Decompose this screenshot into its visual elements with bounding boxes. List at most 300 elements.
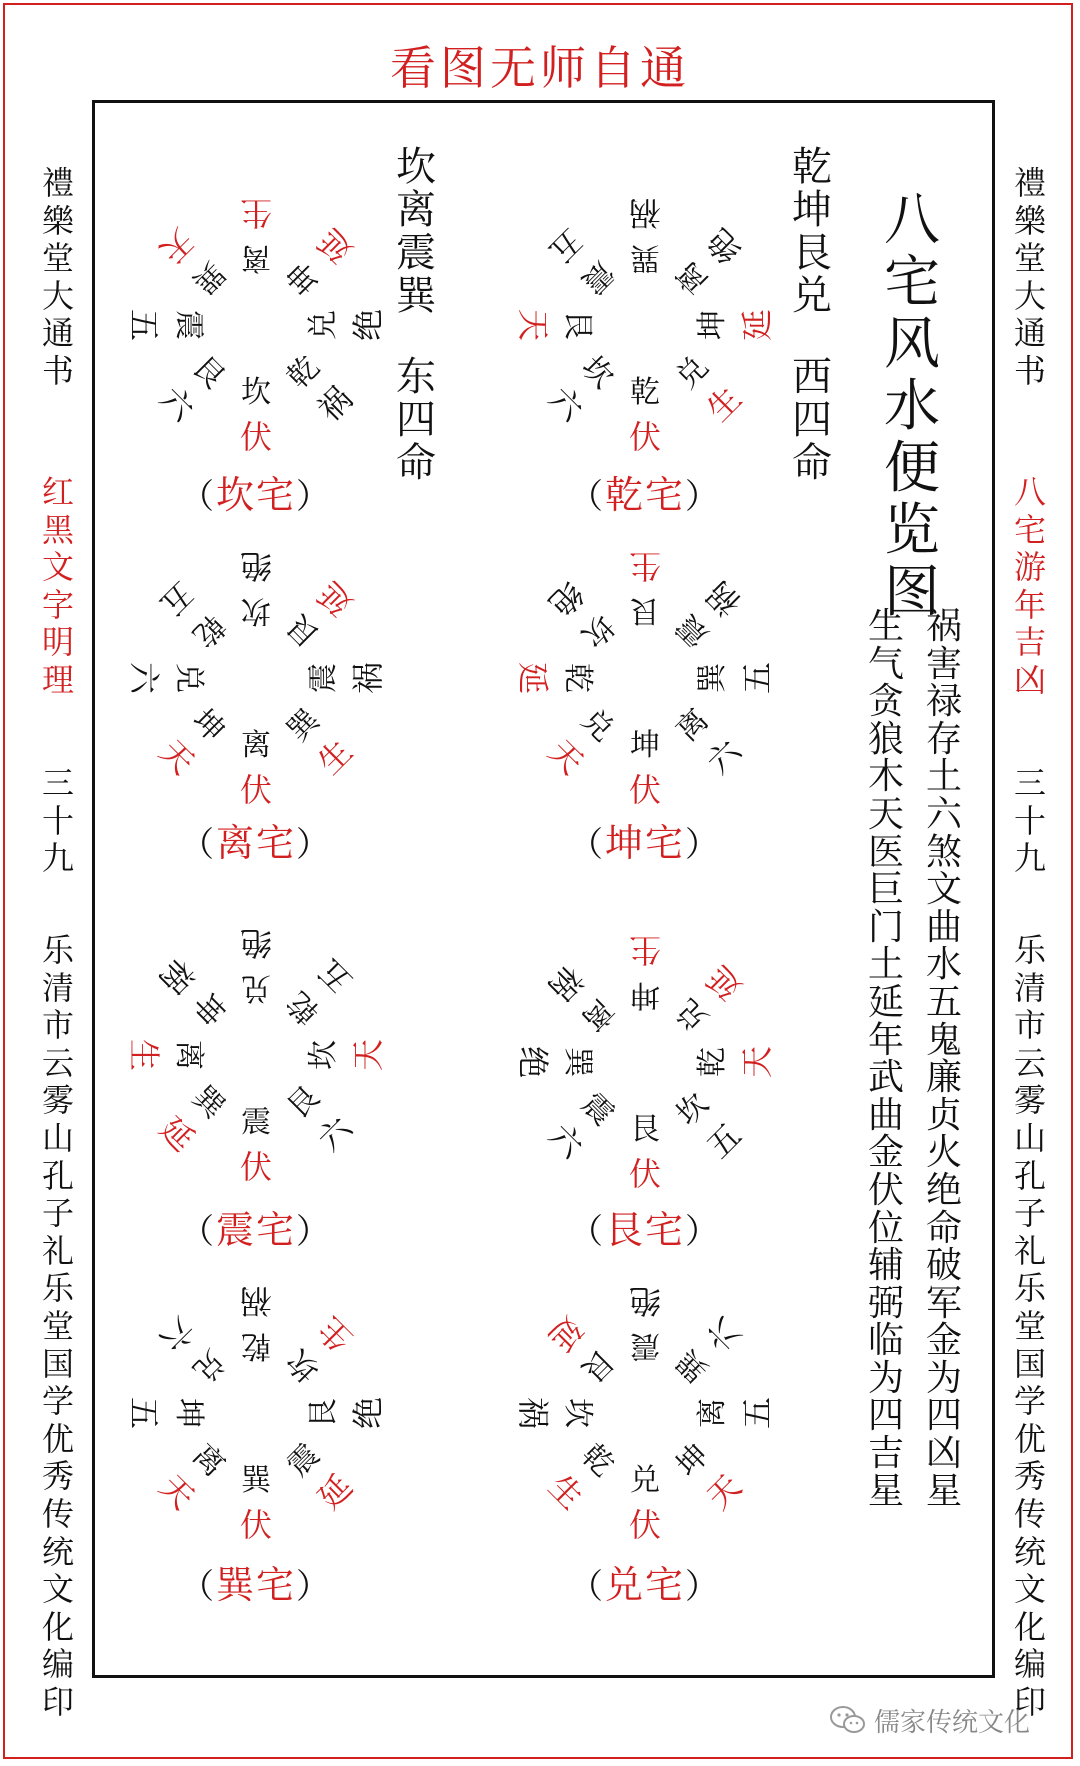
right-page-number [1008, 765, 1052, 878]
wheel-star-label: 天 [349, 1039, 387, 1072]
glyph: 云 [1013, 1043, 1046, 1082]
glyph: 鬼 [925, 1019, 962, 1061]
paren-open: （ [179, 825, 216, 865]
wheel-star-label: 延 [699, 958, 749, 1008]
glyph: 国 [41, 1344, 74, 1383]
glyph: 化 [41, 1607, 74, 1646]
wheel-star-label: 延 [310, 1467, 360, 1517]
wheel-trigram: 巽 [185, 254, 232, 301]
glyph: 印 [41, 1682, 74, 1721]
paren-close: ） [685, 477, 721, 517]
glyph: 雾 [41, 1081, 74, 1120]
wheel-star-label: 天 [514, 308, 552, 341]
paren-close: ） [296, 1567, 332, 1607]
right-publisher [1008, 165, 1052, 391]
wheel-dui [515, 1283, 775, 1543]
glyph: 子 [41, 1194, 74, 1233]
west-group-label [786, 356, 838, 485]
wheel-trigram: 坎 [280, 1342, 327, 1389]
glyph: 四 [925, 1395, 962, 1437]
house-label-kan [171, 470, 341, 520]
glyph: 水 [884, 374, 940, 439]
glyph: 年 [1013, 585, 1046, 624]
glyph: 命 [792, 440, 832, 486]
wheel-trigram: 坎 [574, 349, 621, 396]
wheel-star-label: 延 [541, 1309, 591, 1359]
wheel-qian [515, 195, 775, 455]
wheel-trigram: 兑 [669, 349, 716, 396]
glyph: 书 [41, 351, 74, 390]
glyph: 印 [1013, 1682, 1046, 1721]
glyph: 通 [1013, 314, 1046, 353]
right-imprint [1008, 932, 1052, 1721]
wheel-star-label: 生 [699, 379, 749, 429]
glyph: 廉 [925, 1057, 962, 1099]
glyph: 命 [396, 440, 436, 486]
glyph: 文 [41, 1570, 74, 1609]
wheel-gen [515, 932, 775, 1192]
house-label-qian [560, 470, 730, 520]
wheel-star-label: 祸 [629, 194, 662, 232]
wheel-trigram: 震 [306, 663, 341, 693]
glyph: 四 [792, 397, 832, 443]
glyph: 八 [1013, 473, 1046, 511]
glyph: 宅 [1013, 510, 1046, 549]
wheel-trigram: 兑 [574, 702, 621, 749]
glyph: 坎 [396, 144, 436, 190]
glyph: 堂 [41, 239, 74, 278]
wheel-star-label: 六 [699, 732, 749, 782]
wheel-star-label: 生 [629, 547, 662, 585]
glyph: 为 [867, 1357, 904, 1399]
wheel-trigram: 离 [171, 1040, 206, 1070]
wheel-trigram: 乾 [280, 984, 327, 1031]
wheel-star-label: 天 [699, 1467, 749, 1517]
wheel-star-label: 绝 [240, 924, 273, 962]
paren-open: （ [568, 1567, 605, 1607]
wheel-star-label: 伏 [239, 1148, 272, 1186]
wheel-star-label: 绝 [349, 1397, 387, 1430]
wheel-trigram: 震 [171, 310, 206, 340]
wheel-star-label: 天 [152, 1467, 202, 1517]
glyph: 伏 [867, 1169, 904, 1211]
wheel-trigram: 离 [574, 991, 621, 1038]
wheel-trigram: 离 [241, 240, 271, 275]
paren-open: （ [179, 477, 216, 517]
glyph: 孔 [41, 1156, 74, 1195]
wheel-star-label: 五 [310, 951, 360, 1001]
glyph: 乾 [792, 144, 832, 190]
wheel-star-label: 延 [310, 574, 360, 624]
wheel-trigram: 兑 [630, 1463, 660, 1498]
glyph: 学 [1013, 1382, 1046, 1421]
wheel-trigram: 坎 [241, 375, 271, 410]
glyph: 十 [41, 801, 74, 840]
wheel-trigram: 坤 [185, 984, 232, 1031]
glyph: 曲 [867, 1094, 904, 1136]
wheel-trigram: 艮 [630, 1112, 660, 1147]
wheel-star-label: 天 [541, 732, 591, 782]
wheel-star-label: 生 [310, 732, 360, 782]
glyph: 三 [41, 764, 74, 802]
right-series-title [1008, 474, 1052, 700]
glyph: 狼 [867, 718, 904, 760]
wheel-star-label: 五 [699, 1116, 749, 1166]
glyph: 位 [867, 1207, 904, 1249]
glyph: 文 [1013, 1570, 1046, 1609]
glyph: 清 [1013, 968, 1046, 1007]
glyph: 字 [41, 585, 74, 624]
wheel-trigram: 兑 [171, 663, 206, 693]
house-name: 乾宅 [604, 473, 685, 517]
glyph: 堂 [1013, 1306, 1046, 1345]
glyph: 书 [1013, 351, 1046, 390]
wheel-trigram: 巽 [280, 702, 327, 749]
wheel-trigram: 乾 [574, 1437, 621, 1484]
paren-open: （ [179, 1212, 216, 1252]
wheel-trigram: 艮 [630, 593, 660, 628]
glyph: 化 [1013, 1607, 1046, 1646]
house-name: 坎宅 [215, 473, 296, 517]
glyph: 军 [925, 1282, 962, 1324]
glyph: 祸 [925, 606, 962, 647]
wheel-trigram: 艮 [306, 1398, 341, 1428]
wheel-trigram: 兑 [669, 991, 716, 1038]
wheel-star-label: 六 [699, 1309, 749, 1359]
glyph: 宅 [884, 250, 940, 315]
wheel-trigram: 坤 [630, 977, 660, 1012]
glyph: 土 [925, 756, 962, 798]
wheel-trigram: 坤 [280, 254, 327, 301]
glyph: 统 [41, 1532, 74, 1571]
glyph: 贞 [925, 1094, 962, 1136]
glyph: 凶 [1013, 660, 1046, 699]
glyph: 子 [1013, 1194, 1046, 1233]
wheel-star-label: 天 [738, 1046, 776, 1079]
wechat-icon [828, 1704, 868, 1736]
wheel-star-label: 五 [738, 662, 776, 695]
glyph: 命 [925, 1207, 962, 1249]
glyph: 气 [867, 643, 904, 685]
wheel-trigram: 乾 [560, 663, 595, 693]
wheel-trigram: 坎 [574, 607, 621, 654]
glyph: 乐 [1013, 931, 1046, 969]
auspicious-stars [864, 608, 908, 1510]
wheel-trigram: 巽 [185, 1079, 232, 1126]
glyph: 存 [925, 718, 962, 760]
wheel-trigram: 艮 [574, 1342, 621, 1389]
left-imprint [36, 932, 80, 1721]
left-page-number [36, 765, 80, 878]
wheel-star-label: 五 [738, 1397, 776, 1430]
wheel-trigram: 坤 [630, 728, 660, 763]
glyph: 禮 [41, 164, 74, 202]
paren-close: ） [296, 477, 332, 517]
main-title [880, 190, 944, 624]
glyph: 三 [1013, 764, 1046, 802]
glyph: 辅 [867, 1245, 904, 1287]
wheel-star-label: 绝 [514, 1045, 552, 1078]
wheel-star-label: 延 [310, 221, 360, 271]
wheel-trigram: 离 [185, 1437, 232, 1484]
wheel-zhen [126, 925, 386, 1185]
glyph: 吉 [1013, 623, 1046, 662]
wheel-star-label: 祸 [310, 379, 360, 429]
glyph: 凶 [925, 1433, 962, 1475]
wheel-trigram: 坎 [306, 1040, 341, 1070]
glyph: 优 [41, 1419, 74, 1458]
wheel-trigram: 巽 [630, 240, 660, 275]
wheel-star-label: 五 [152, 574, 202, 624]
wheel-star-label: 伏 [628, 1506, 661, 1544]
glyph: 天 [867, 793, 904, 835]
wheel-star-label: 五 [125, 308, 163, 341]
glyph: 传 [41, 1494, 74, 1533]
glyph: 弼 [867, 1282, 904, 1324]
glyph: 土 [867, 944, 904, 986]
glyph: 武 [867, 1057, 904, 1099]
wheel-trigram: 震 [669, 607, 716, 654]
wheel-trigram: 乾 [695, 1047, 730, 1077]
house-label-zhen [171, 1205, 341, 1255]
wheel-xun [126, 1283, 386, 1543]
wheel-trigram: 艮 [280, 607, 327, 654]
wheel-trigram: 巽 [669, 1342, 716, 1389]
wheel-star-label: 伏 [628, 771, 661, 809]
glyph: 乐 [1013, 1269, 1046, 1308]
wheel-star-label: 延 [738, 309, 776, 342]
watermark [828, 1700, 1060, 1740]
wheel-star-label: 伏 [239, 1506, 272, 1544]
glyph: 九 [1013, 839, 1046, 878]
glyph: 山 [41, 1118, 74, 1157]
glyph: 礼 [1013, 1231, 1046, 1270]
east-group-gua [390, 146, 442, 318]
wheel-star-label: 绝 [541, 574, 591, 624]
glyph: 四 [867, 1395, 904, 1437]
paren-close: ） [296, 1212, 332, 1252]
house-name: 坤宅 [604, 821, 685, 865]
wheel-star-label: 天 [152, 221, 202, 271]
wheel-star-label: 六 [152, 379, 202, 429]
glyph: 明 [41, 623, 74, 662]
wheel-star-label: 绝 [240, 547, 273, 585]
glyph: 乐 [41, 1269, 74, 1308]
glyph: 雾 [1013, 1081, 1046, 1120]
house-label-li [171, 818, 341, 868]
wheel-star-label: 生 [541, 1467, 591, 1517]
paren-open: （ [179, 1567, 216, 1607]
glyph: 金 [867, 1132, 904, 1174]
wheel-kan [126, 195, 386, 455]
wheel-trigram: 巽 [695, 663, 730, 693]
glyph: 八 [884, 188, 940, 253]
watermark-text: 儒家传统文化 [874, 1707, 1031, 1738]
glyph: 云 [41, 1043, 74, 1082]
wheel-star-label: 祸 [240, 1282, 273, 1320]
glyph: 星 [925, 1470, 962, 1512]
glyph: 煞 [925, 831, 962, 873]
wheel-star-label: 六 [310, 1109, 360, 1159]
wheel-trigram: 震 [574, 1086, 621, 1133]
wheel-trigram: 兑 [306, 310, 341, 340]
wheel-trigram: 坤 [171, 1398, 206, 1428]
house-name: 离宅 [215, 821, 296, 865]
glyph: 秀 [1013, 1457, 1046, 1496]
paren-open: （ [568, 1212, 605, 1252]
left-publisher [36, 165, 80, 391]
paren-close: ） [685, 1567, 721, 1607]
wheel-star-label: 生 [125, 1038, 163, 1071]
glyph: 理 [41, 660, 74, 699]
wheel-trigram: 乾 [630, 375, 660, 410]
wheel-trigram: 乾 [280, 349, 327, 396]
glyph: 害 [925, 643, 962, 685]
wheel-li [126, 548, 386, 808]
wheel-star-label: 绝 [699, 221, 749, 271]
glyph: 吉 [867, 1433, 904, 1475]
east-group-label [390, 356, 442, 485]
glyph: 览 [884, 498, 940, 563]
glyph: 图 [884, 560, 940, 625]
wheel-star-label: 绝 [629, 1282, 662, 1320]
glyph: 国 [1013, 1344, 1046, 1383]
glyph: 坤 [792, 187, 832, 233]
wheel-trigram: 兑 [241, 970, 271, 1005]
left-series-title [36, 474, 80, 700]
wheel-trigram: 震 [630, 1328, 660, 1363]
glyph: 医 [867, 831, 904, 873]
glyph: 禄 [925, 681, 962, 723]
glyph: 樂 [41, 201, 74, 240]
wheel-trigram: 震 [574, 254, 621, 301]
wheel-star-label: 绝 [349, 309, 387, 342]
glyph: 东 [396, 354, 436, 400]
wheel-star-label: 五 [125, 1396, 163, 1429]
glyph: 星 [867, 1470, 904, 1512]
glyph: 四 [396, 397, 436, 443]
glyph: 红 [41, 473, 74, 511]
inauspicious-stars [922, 608, 966, 1510]
glyph: 大 [1013, 276, 1046, 315]
glyph: 十 [1013, 801, 1046, 840]
glyph: 破 [925, 1245, 962, 1287]
paren-open: （ [568, 477, 605, 517]
wheel-trigram: 坎 [669, 1086, 716, 1133]
wheel-star-label: 祸 [349, 662, 387, 695]
glyph: 清 [41, 968, 74, 1007]
wheel-star-label: 延 [152, 1109, 202, 1159]
glyph: 火 [925, 1132, 962, 1174]
wheel-star-label: 六 [541, 379, 591, 429]
wheel-star-label: 伏 [239, 418, 272, 456]
house-name: 艮宅 [604, 1208, 685, 1252]
wheel-trigram: 巽 [560, 1047, 595, 1077]
glyph: 临 [867, 1320, 904, 1362]
wheel-trigram: 乾 [241, 1328, 271, 1363]
wheel-trigram: 坎 [241, 593, 271, 628]
wheel-star-label: 祸 [514, 1396, 552, 1429]
glyph: 游 [1013, 548, 1046, 587]
glyph: 曲 [925, 906, 962, 948]
wheel-star-label: 祸 [541, 958, 591, 1008]
glyph: 山 [1013, 1118, 1046, 1157]
wheel-star-label: 伏 [628, 418, 661, 456]
glyph: 五 [925, 981, 962, 1023]
glyph: 传 [1013, 1494, 1046, 1533]
glyph: 西 [792, 354, 832, 400]
glyph: 孔 [1013, 1156, 1046, 1195]
glyph: 离 [396, 187, 436, 233]
wheel-kun [515, 548, 775, 808]
paren-close: ） [685, 825, 721, 865]
glyph: 绝 [925, 1169, 962, 1211]
glyph: 文 [925, 869, 962, 911]
wheel-trigram: 坎 [560, 1398, 595, 1428]
wheel-trigram: 坤 [695, 310, 730, 340]
wheel-trigram: 离 [695, 1398, 730, 1428]
paren-close: ） [296, 825, 332, 865]
wheel-star-label: 延 [514, 661, 552, 694]
house-label-dui [560, 1560, 730, 1610]
wheel-star-label: 伏 [628, 1155, 661, 1193]
wheel-star-label: 祸 [152, 951, 202, 1001]
wheel-star-label: 天 [152, 732, 202, 782]
glyph: 年 [867, 1019, 904, 1061]
wheel-trigram: 离 [669, 702, 716, 749]
glyph: 水 [925, 944, 962, 986]
wheel-trigram: 乾 [185, 607, 232, 654]
glyph: 优 [1013, 1419, 1046, 1458]
glyph: 延 [867, 981, 904, 1023]
glyph: 大 [41, 276, 74, 315]
glyph: 黑 [41, 510, 74, 549]
wheel-star-label: 生 [310, 1309, 360, 1359]
wheel-trigram: 震 [241, 1105, 271, 1140]
house-label-gen [560, 1205, 730, 1255]
glyph: 编 [41, 1645, 74, 1684]
wheel-star-label: 伏 [239, 771, 272, 809]
house-name: 兑宅 [604, 1563, 685, 1607]
glyph: 学 [41, 1382, 74, 1421]
glyph: 堂 [41, 1306, 74, 1345]
wheel-star-label: 祸 [699, 574, 749, 624]
west-group-gua [786, 146, 838, 318]
glyph: 巽 [396, 273, 436, 319]
glyph: 编 [1013, 1645, 1046, 1684]
wheel-star-label: 六 [125, 661, 163, 694]
glyph: 统 [1013, 1532, 1046, 1571]
glyph: 堂 [1013, 239, 1046, 278]
page-title: 看图无师自通 [390, 41, 690, 95]
wheel-trigram: 离 [241, 728, 271, 763]
wheel-trigram: 坤 [185, 702, 232, 749]
paren-open: （ [568, 825, 605, 865]
wheel-trigram: 艮 [560, 310, 595, 340]
wheel-trigram: 坤 [669, 1437, 716, 1484]
house-name: 巽宅 [215, 1563, 296, 1607]
glyph: 樂 [1013, 201, 1046, 240]
house-label-xun [171, 1560, 341, 1610]
glyph: 生 [867, 606, 904, 647]
glyph: 震 [396, 230, 436, 276]
wheel-star-label: 六 [541, 1116, 591, 1166]
glyph: 风 [884, 312, 940, 377]
glyph: 乐 [41, 931, 74, 969]
glyph: 礼 [41, 1231, 74, 1270]
wheel-trigram: 震 [280, 1437, 327, 1484]
wheel-star-label: 生 [240, 194, 273, 232]
